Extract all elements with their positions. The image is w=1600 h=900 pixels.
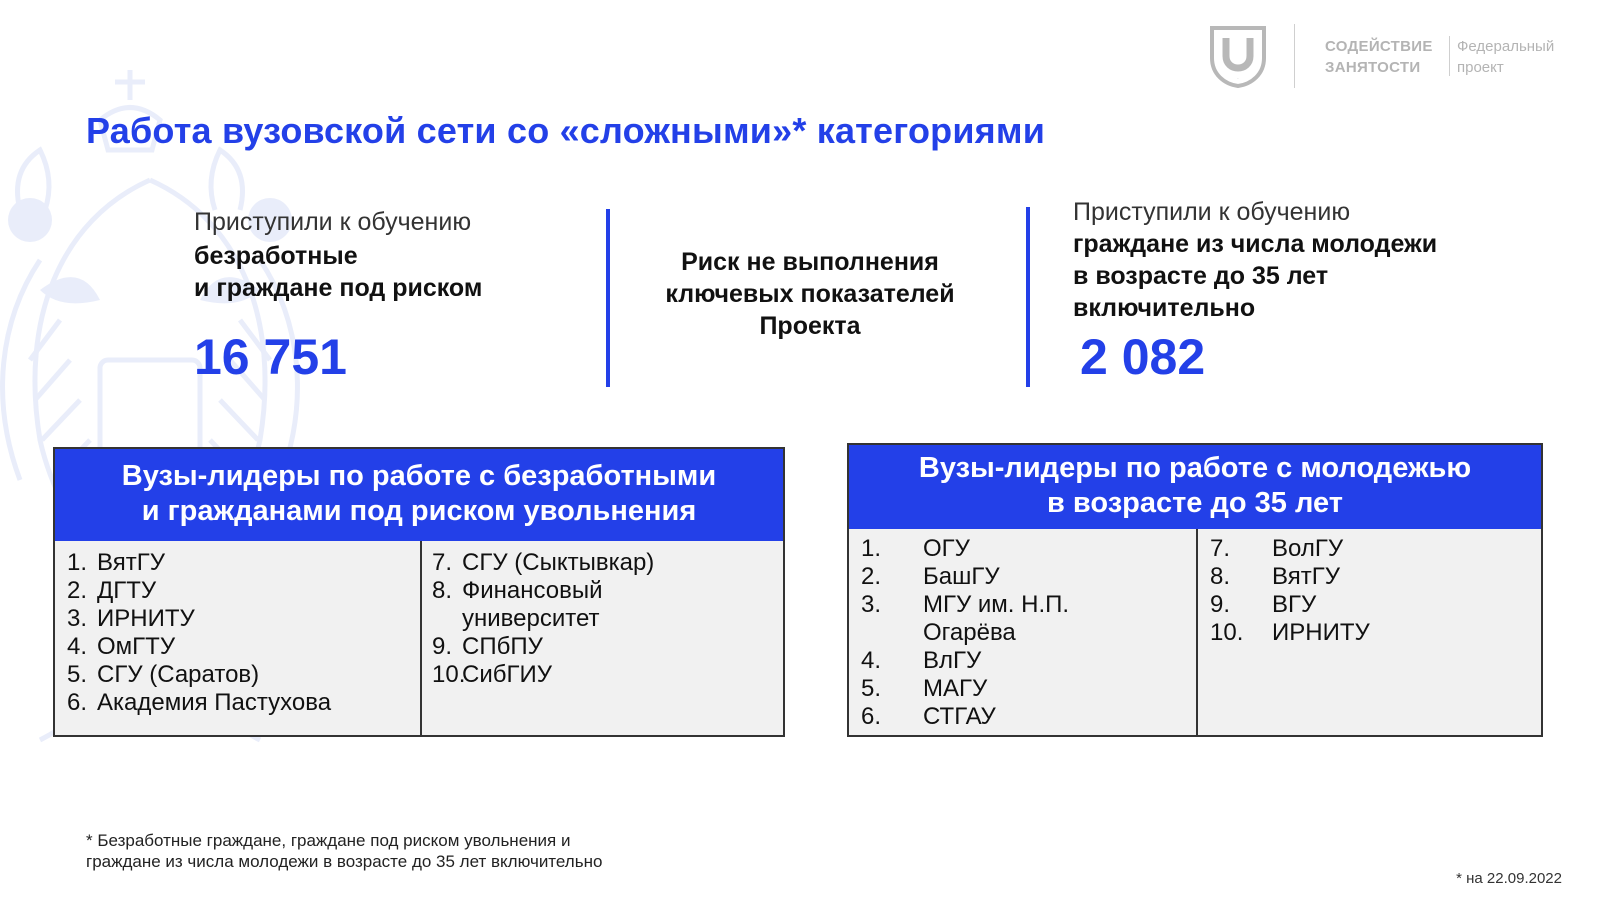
list-item: 7. ВолГУ (1210, 535, 1344, 562)
divider-line-right (1026, 207, 1030, 387)
svg-text:·: · (1237, 76, 1239, 82)
list-item: 1. ВятГУ (67, 549, 165, 576)
list-item: 1. ОГУ (861, 535, 970, 562)
list-item: 4. ОмГТУ (67, 633, 176, 660)
list-item: 5. МАГУ (861, 675, 988, 702)
leaders-box-youth (847, 443, 1543, 737)
leaders-list-youth-col1 (861, 535, 1196, 731)
leaders-list-youth-col2 (1210, 535, 1541, 647)
list-item: 5. СГУ (Саратов) (67, 661, 260, 688)
list-item: 2. БашГУ (861, 563, 1000, 590)
leaders-list-unemployed-col2 (432, 549, 783, 689)
stat-left-value: 16 751 (194, 329, 347, 385)
leaders-box-unemployed-heading: Вузы-лидеры по работе с безработными и гражданами под риском увольнения (55, 449, 783, 541)
risk-text: Риск не выполнения ключевых показателей Проекта (665, 248, 955, 340)
leaders-box-youth-heading: Вузы-лидеры по работе с молодежью в возрасте до 35 лет (849, 445, 1541, 529)
divider-line-left (606, 209, 610, 387)
stat-left-description: безработные и граждане под риском (194, 242, 483, 302)
stat-right-label: Приступили к обучению (1073, 198, 1351, 226)
list-item: 10. СибГИУ (432, 661, 552, 688)
university-shield-logo-icon (1208, 24, 1268, 88)
list-item: 4. ВлГУ (861, 647, 982, 674)
list-item: 6. СТГАУ (861, 703, 996, 730)
list-item: 2. ДГТУ (67, 577, 157, 604)
list-item: 7. СГУ (Сыктывкар) (432, 549, 655, 576)
leaders-list-unemployed-col1 (67, 549, 420, 717)
list-item: 3. МГУ им. Н.П. Огарёва (861, 591, 1070, 646)
list-item: 8. Финансовый университет (432, 577, 603, 632)
stat-left-label: Приступили к обучению (194, 208, 472, 236)
list-item: 9. ВГУ (1210, 591, 1317, 618)
list-item: 3. ИРНИТУ (67, 605, 195, 632)
stat-right-description: граждане из числа молодежи в возрасте до 35 лет включительно (1073, 230, 1438, 322)
stat-right-value: 2 082 (1080, 329, 1206, 385)
brand-name: СОДЕЙСТВИЕ ЗАНЯТОСТИ (1325, 38, 1433, 76)
date-note: * на 22.09.2022 (1456, 870, 1562, 887)
list-item: 10. ИРНИТУ (1210, 619, 1370, 646)
brand-divider (1449, 36, 1450, 76)
logo-divider (1294, 24, 1295, 88)
list-item: 6. Академия Пастухова (67, 689, 332, 716)
list-item: 9. СПбПУ (432, 633, 543, 660)
brand-subtitle: Федеральный проект (1457, 38, 1555, 76)
list-item: 8. ВятГУ (1210, 563, 1340, 590)
page-title: Работа вузовской сети со «сложными»* категориями (86, 110, 1046, 151)
footnote: * Безработные граждане, граждане под риском увольнения и граждане из числа молодежи в возрасте до 35 лет включительно (86, 831, 603, 871)
leaders-box-unemployed (53, 447, 785, 737)
